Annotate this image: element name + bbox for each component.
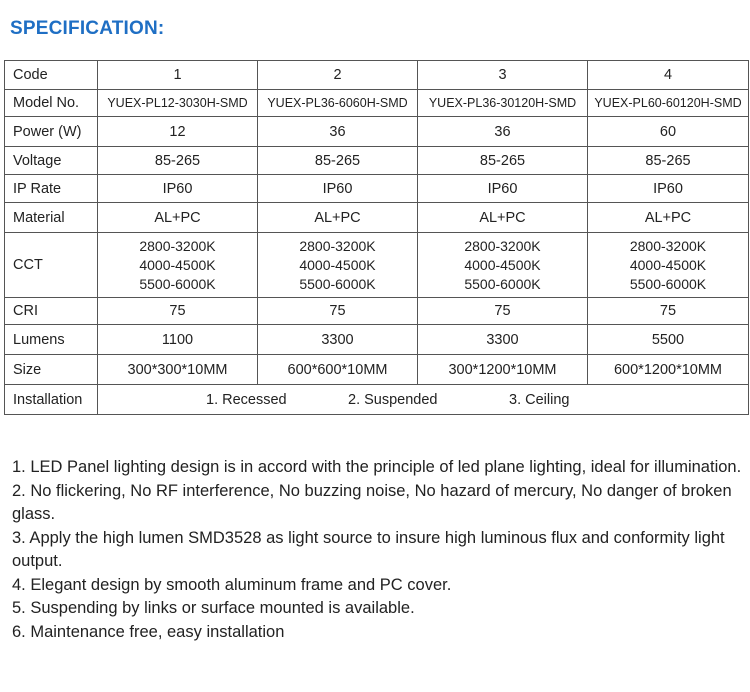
- cell-voltage-4: 85-265: [588, 147, 749, 175]
- cell-cri-4: 75: [588, 298, 749, 325]
- cell-lumens-2: 3300: [258, 325, 418, 355]
- cell-model-2: YUEX-PL36-6060H-SMD: [258, 90, 418, 117]
- cct-range-neutral: 4000-4500K: [139, 256, 216, 273]
- cct-range-warm: 2800-3200K: [464, 237, 541, 254]
- row-ip-rate: [5, 175, 749, 203]
- cell-size-2: 600*600*10MM: [258, 355, 418, 385]
- cct-range-cool: 5500-6000K: [139, 275, 216, 292]
- cell-voltage-1: 85-265: [98, 147, 258, 175]
- note-item: 2. No flickering, No RF interference, No buzzing noise, No hazard of mercury, No danger of broken glass.: [12, 481, 750, 523]
- row-power: [5, 117, 749, 147]
- row-label-cri: CRI: [5, 298, 98, 325]
- installation-option-recessed: 1. Recessed: [206, 391, 287, 408]
- cell-ip-rate-2: IP60: [258, 175, 418, 203]
- cell-cri-3: 75: [418, 298, 588, 325]
- cell-cri-2: 75: [258, 298, 418, 325]
- cct-range-neutral: 4000-4500K: [464, 256, 541, 273]
- cell-size-1: 300*300*10MM: [98, 355, 258, 385]
- cell-ip-rate-1: IP60: [98, 175, 258, 203]
- note-item: 1. LED Panel lighting design is in accord with the principle of led plane lighting, ideal for illumination.: [12, 458, 742, 476]
- cell-voltage-3: 85-265: [418, 147, 588, 175]
- row-label-model: Model No.: [5, 90, 98, 117]
- row-model: [5, 90, 749, 117]
- row-code: [5, 61, 749, 90]
- cell-power-1: 12: [98, 117, 258, 147]
- row-material: [5, 203, 749, 233]
- cct-range-warm: 2800-3200K: [629, 237, 707, 254]
- cct-range-neutral: 4000-4500K: [629, 256, 707, 273]
- cell-ip-rate-3: IP60: [418, 175, 588, 203]
- row-voltage: [5, 147, 749, 175]
- cct-range-cool: 5500-6000K: [629, 275, 707, 292]
- row-label-lumens: Lumens: [5, 325, 98, 355]
- cell-ip-rate-4: IP60: [588, 175, 749, 203]
- row-label-installation: Installation: [5, 385, 98, 415]
- cell-power-3: 36: [418, 117, 588, 147]
- row-cct: [5, 233, 749, 298]
- cell-model-4: YUEX-PL60-60120H-SMD: [588, 90, 749, 117]
- row-label-size: Size: [5, 355, 98, 385]
- row-label-ip-rate: IP Rate: [5, 175, 98, 203]
- note-item: 4. Elegant design by smooth aluminum frame and PC cover.: [12, 575, 452, 594]
- cct-range-warm: 2800-3200K: [139, 237, 216, 254]
- note-item: 6. Maintenance free, easy installation: [12, 622, 285, 641]
- row-cri: [5, 298, 749, 325]
- row-size: [5, 355, 749, 385]
- feature-notes: [12, 456, 750, 644]
- cct-range-cool: 5500-6000K: [464, 275, 541, 292]
- cell-material-2: AL+PC: [258, 203, 418, 233]
- cell-code-1: 1: [98, 61, 258, 90]
- cct-range-neutral: 4000-4500K: [299, 256, 376, 273]
- spec-title: SPECIFICATION:: [10, 18, 165, 39]
- row-lumens: [5, 325, 749, 355]
- note-item: 3. Apply the high lumen SMD3528 as light source to insure high luminous flux and conformity light output.: [12, 528, 730, 570]
- cell-code-4: 4: [588, 61, 749, 90]
- cct-range-warm: 2800-3200K: [299, 237, 376, 254]
- cell-power-4: 60: [588, 117, 749, 147]
- row-label-material: Material: [5, 203, 98, 233]
- cell-material-1: AL+PC: [98, 203, 258, 233]
- specification-table: [4, 60, 749, 415]
- cct-range-cool: 5500-6000K: [299, 275, 376, 292]
- cell-lumens-4: 5500: [588, 325, 749, 355]
- cell-installation: [98, 385, 749, 415]
- cell-code-2: 2: [258, 61, 418, 90]
- note-item: 5. Suspending by links or surface mounted is available.: [12, 599, 415, 617]
- installation-option-ceiling: 3. Ceiling: [509, 391, 570, 408]
- cell-model-1: YUEX-PL12-3030H-SMD: [98, 90, 258, 117]
- cell-material-3: AL+PC: [418, 203, 588, 233]
- cell-cct-1: [98, 233, 258, 298]
- cell-code-3: 3: [418, 61, 588, 90]
- cell-size-3: 300*1200*10MM: [418, 355, 588, 385]
- cell-size-4: 600*1200*10MM: [588, 355, 749, 385]
- row-installation: [5, 385, 749, 415]
- row-label-power: Power (W): [5, 117, 98, 147]
- cell-lumens-1: 1100: [98, 325, 258, 355]
- cell-material-4: AL+PC: [588, 203, 749, 233]
- row-label-voltage: Voltage: [5, 147, 98, 175]
- cell-voltage-2: 85-265: [258, 147, 418, 175]
- cell-power-2: 36: [258, 117, 418, 147]
- row-label-code: Code: [5, 61, 98, 90]
- row-label-cct: CCT: [5, 233, 98, 298]
- installation-option-suspended: 2. Suspended: [348, 391, 438, 408]
- cell-cri-1: 75: [98, 298, 258, 325]
- cell-lumens-3: 3300: [418, 325, 588, 355]
- cell-cct-4: [588, 233, 749, 298]
- cell-model-3: YUEX-PL36-30120H-SMD: [418, 90, 588, 117]
- cell-cct-2: [258, 233, 418, 298]
- cell-cct-3: [418, 233, 588, 298]
